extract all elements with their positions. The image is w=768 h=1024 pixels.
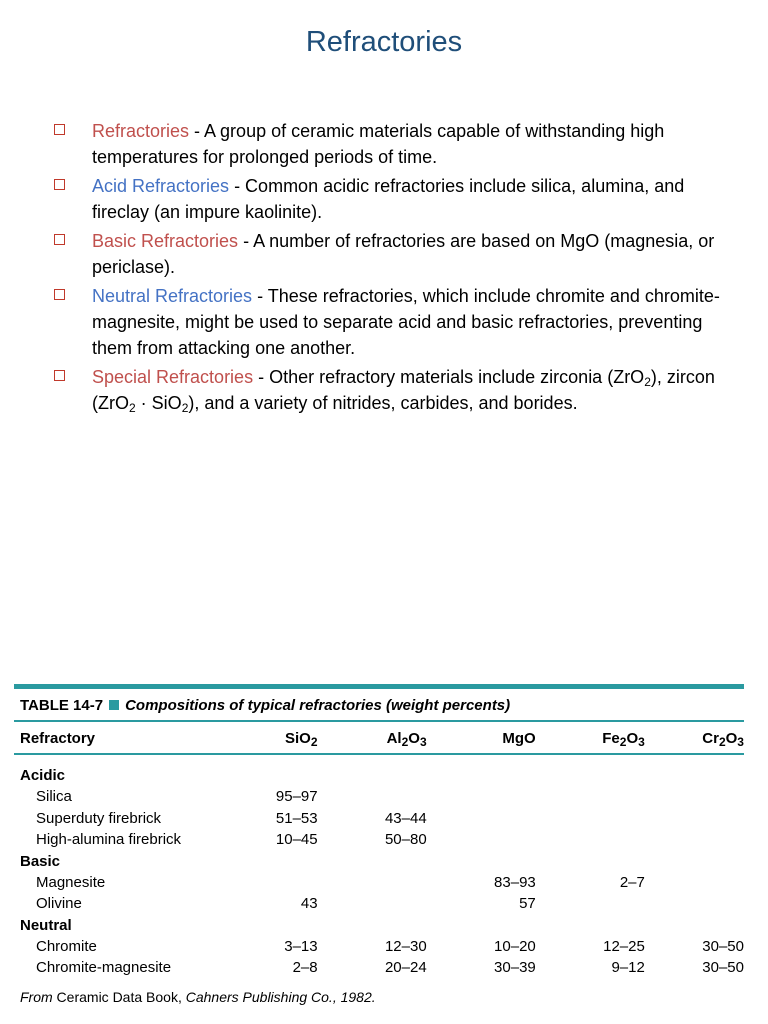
table-cell-al2o3: 43–44	[384, 809, 427, 827]
table-cell-sio2: 43	[300, 895, 318, 912]
subscript: 2	[644, 375, 651, 389]
table-cell-name: High-alumina firebrick	[36, 831, 182, 848]
table-cell-sio2: 95–97	[275, 788, 318, 805]
bullet-text: - These refractories, which include chromite and chromite-magnesite, might be used to separate acid and basic refractories, preventing them from attacking one another.	[92, 286, 720, 358]
table-header-row	[14, 722, 744, 755]
table-category: Neutral	[20, 916, 72, 934]
table-caption: Compositions of typical refractories (weight percents)	[125, 697, 511, 714]
table-cell-sio2: 2–8	[292, 959, 318, 976]
table-cell-fe2o3	[536, 829, 645, 851]
bullet-item-special	[52, 364, 732, 416]
table-cell-name: Chromite	[36, 937, 97, 955]
bullet-term: Basic Refractories	[92, 231, 239, 251]
table-cell-mgo	[427, 808, 536, 830]
bullet-item-acid	[52, 173, 732, 225]
table-cell-cr2o3: 30–50	[702, 937, 744, 955]
table-cell-name: Silica	[36, 788, 72, 805]
table-cell-fe2o3	[536, 893, 645, 915]
table-label: TABLE 14-7	[20, 697, 104, 714]
table-cell-al2o3	[318, 872, 427, 894]
table-cell-al2o3: 20–24	[384, 959, 427, 976]
table-cell-mgo: 57	[519, 895, 536, 912]
table-cell-fe2o3: 9–12	[611, 959, 645, 976]
table-cell-sio2: 10–45	[275, 831, 318, 848]
bullet-term: Neutral Refractories	[92, 286, 253, 306]
table-cell-sio2: 3–13	[284, 937, 318, 955]
bullet-list	[52, 118, 732, 419]
bullet-text: - Other refractory materials include zirconia (ZrO	[253, 367, 645, 387]
table-cell-cr2o3	[645, 829, 744, 851]
table-row	[14, 872, 744, 894]
bullet-text: - A number of refractories are based on MgO (magnesia, or periclase).	[92, 231, 715, 277]
table-row	[14, 808, 744, 830]
square-bullet-icon	[109, 700, 119, 710]
table-category: Acidic	[20, 767, 66, 784]
table-cell-cr2o3	[645, 872, 744, 894]
subscript: 2	[181, 401, 189, 415]
table-row	[14, 957, 744, 979]
checkbox-square-icon	[54, 234, 65, 245]
table-source: From Ceramic Data Book, Cahners Publishing Co., 1982.	[20, 988, 376, 1005]
header-sio2: SiO$_2$	[285, 730, 318, 749]
bullet-item-basic	[52, 228, 732, 280]
table-cell-sio2: 51–53	[275, 809, 318, 827]
bullet-text: ), zircon (ZrO	[92, 367, 715, 413]
header-fe2o3: $Fe_2O_3$	[602, 730, 645, 749]
composition-table	[14, 684, 744, 1005]
bullet-term: Special Refractories	[92, 367, 254, 387]
table-cell-al2o3	[318, 786, 427, 808]
table-cell-fe2o3: 12–25	[603, 937, 645, 955]
header-refractory: Refractory	[20, 730, 96, 747]
bullet-text: · SiO	[135, 393, 182, 413]
table-cell-mgo	[427, 786, 536, 808]
table-category: Basic	[20, 852, 61, 870]
checkbox-square-icon	[54, 370, 65, 381]
header-mgo: MgO	[502, 730, 536, 747]
bullet-item-neutral	[52, 283, 732, 361]
bullet-term: Refractories	[92, 121, 190, 141]
table-cell-al2o3: 50–80	[384, 831, 427, 848]
table-row	[14, 786, 744, 808]
table-cell-name: Chromite-magnesite	[36, 959, 172, 976]
table-cell-al2o3	[318, 893, 427, 915]
table-cell-cr2o3: 30–50	[702, 959, 744, 976]
table-row	[14, 893, 744, 915]
bullet-item-refractories	[52, 118, 732, 170]
table-cell-cr2o3	[645, 893, 744, 915]
table-cell-mgo: 83–93	[494, 873, 536, 891]
table-cell-fe2o3: 2–7	[619, 873, 645, 891]
subscript: 2	[128, 401, 136, 415]
table-body	[14, 755, 744, 979]
table-cell-mgo	[427, 829, 536, 851]
header-cr2o3: $Cr_2O_3$	[702, 730, 744, 749]
bullet-term: Acid Refractories	[92, 176, 230, 196]
bullet-text: - A group of ceramic materials capable of withstanding high temperatures for prolonged periods of time.	[92, 121, 665, 167]
table-cell-name: Olivine	[36, 895, 82, 912]
bullet-text: - Common acidic refractories include silica, alumina, and fireclay (an impure kaolinite).	[92, 176, 685, 222]
table-cell-fe2o3	[536, 786, 645, 808]
table-cell-sio2	[248, 872, 317, 894]
table-row	[14, 936, 744, 958]
table-cell-cr2o3	[645, 808, 744, 830]
table-cell-name: Magnesite	[36, 873, 106, 891]
table-cell-mgo: 10–20	[494, 937, 536, 955]
page-title: Refractories	[305, 26, 463, 58]
header-al2o3: $Al_2O_3$	[386, 730, 427, 749]
table-cell-name: Superduty firebrick	[36, 809, 162, 827]
table-cell-mgo: 30–39	[494, 959, 536, 976]
table-cell-fe2o3	[536, 808, 645, 830]
table-row	[14, 829, 744, 851]
bullet-text: ), and a variety of nitrides, carbides, and borides.	[188, 393, 578, 413]
checkbox-square-icon	[54, 124, 65, 135]
checkbox-square-icon	[54, 179, 65, 190]
table-title	[14, 689, 744, 722]
checkbox-square-icon	[54, 289, 65, 300]
table-cell-cr2o3	[645, 786, 744, 808]
table-cell-al2o3: 12–30	[384, 937, 427, 955]
